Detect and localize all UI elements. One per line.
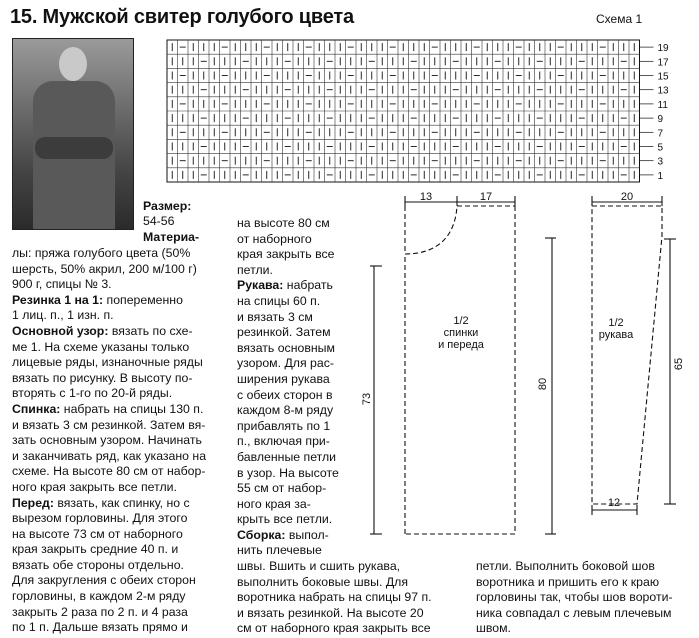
col1-line-text: набрать на спицы 130 п. <box>60 401 204 416</box>
bottom-mid-line-text: швы. Вшить и сшить рукава, <box>237 559 401 573</box>
col2-line-text: п., включая при- <box>237 434 330 449</box>
col2-line <box>237 356 339 372</box>
col2-line-bold: Сборка: <box>237 527 286 542</box>
col1-line-text: вязать по схе- <box>108 323 193 338</box>
col2-line-bold: Рукава: <box>237 278 284 293</box>
chart-grid <box>167 40 640 182</box>
dim-12: 12 <box>607 497 621 509</box>
bottom-mid-line-text: и вязать резинкой. На высоте 20 <box>237 605 424 620</box>
col2-line-text: от наборного <box>237 231 312 246</box>
col1-line-text: вырезом горловины. Для этого <box>12 511 188 526</box>
col1-line-text: вторять с 1-го по 20-й ряды. <box>12 386 173 401</box>
col3-line-text: ника совпадал с левым плечевым <box>476 605 672 620</box>
col2-line-text: резинкой. Затем <box>237 325 331 340</box>
col1-line-text: схеме. На высоте 80 см от набор- <box>12 464 206 479</box>
col3-line-text: швом. <box>476 621 511 636</box>
col1-line-text: горловины, в каждом 2-м ряду <box>12 589 186 604</box>
col1-line <box>12 449 206 465</box>
col2-line <box>237 216 339 232</box>
col2-line <box>237 497 339 513</box>
bottom-mid-line <box>237 590 432 606</box>
col1-line <box>12 511 206 527</box>
scheme-label: Схема 1 <box>596 12 643 26</box>
col2-line <box>237 325 339 341</box>
chart-row-label: 7 <box>657 128 664 140</box>
bottom-mid-line <box>237 575 432 591</box>
col2-line-text: ного края за- <box>237 496 311 511</box>
col2-line-text: на высоте 80 см <box>237 216 330 230</box>
col1-line <box>12 418 206 434</box>
chart-row-label: 19 <box>657 43 669 55</box>
page-title: 15. Мужской свитер голубого цвета <box>10 6 354 28</box>
col2-line-text: петли. <box>237 262 273 277</box>
body-diagram <box>370 196 556 534</box>
dim-65: 65 <box>673 357 685 371</box>
col2-line <box>237 372 339 388</box>
col1-line <box>12 246 206 262</box>
col2-line-text: на спицы 60 п. <box>237 293 321 308</box>
photo-head <box>59 47 87 81</box>
col1-line-text: ме 1. На схеме указаны только <box>12 339 190 354</box>
col1-line <box>12 480 206 496</box>
instructions-col2 <box>237 216 339 559</box>
knitting-chart <box>165 38 669 184</box>
col1-line-text: и вязать 3 см резинкой. Затем вя- <box>12 417 206 432</box>
col1-line-text: на высоте 73 см от наборного <box>12 526 183 541</box>
col3-line <box>476 606 673 622</box>
chart-row-label: 15 <box>657 71 669 83</box>
dim-80: 80 <box>537 377 549 391</box>
bottom-mid-line-text: воротника набрать на спицы 97 п. <box>237 590 432 605</box>
col2-line <box>237 512 339 528</box>
col1-line-text: 1 лиц. п., 1 изн. п. <box>12 308 114 323</box>
col3-line <box>476 575 673 591</box>
col2-line <box>237 434 339 450</box>
instructions-col1 <box>12 246 206 636</box>
col2-line-text: прибавлять по 1 <box>237 418 331 433</box>
photo-arms <box>35 137 113 159</box>
col2-line-text: края закрыть все <box>237 247 335 262</box>
col1-line <box>12 340 206 356</box>
col2-line <box>237 232 339 248</box>
bottom-mid-line <box>237 621 432 637</box>
col2-line <box>237 403 339 419</box>
bottom-mid-line-text: выполнить боковые швы. Для <box>237 574 408 589</box>
body-label-2: спинки <box>443 327 479 339</box>
chart-row-label: 11 <box>657 99 668 111</box>
col1-line-text: вязать по рисунку. В высоту по- <box>12 370 193 385</box>
col1-line-text: лицевые ряды, изнаночные ряды <box>12 355 203 370</box>
col2-line-text: с обеих сторон в <box>237 387 333 402</box>
col2-line <box>237 341 339 357</box>
col2-line-text: набрать <box>283 278 333 293</box>
col2-line <box>237 247 339 263</box>
col1-line <box>12 293 206 309</box>
body-label-3: и переда <box>438 339 484 351</box>
col3-line-text: воротника и пришить его к краю <box>476 574 660 589</box>
col1-line <box>12 527 206 543</box>
dim-17: 17 <box>479 191 493 203</box>
col1-line <box>12 433 206 449</box>
col2-line-text: крыть все петли. <box>237 512 333 527</box>
col1-line <box>12 542 206 558</box>
col2-line <box>237 466 339 482</box>
col1-line <box>12 308 206 324</box>
size-value: 54-56 <box>143 214 175 228</box>
chart-row-label: 9 <box>657 114 664 126</box>
col1-line <box>12 620 206 636</box>
col2-line <box>237 310 339 326</box>
col3-line <box>476 559 673 575</box>
col1-line-text: попеременно <box>103 292 183 307</box>
col2-line-text: вязать основным <box>237 340 335 355</box>
col1-line-bold: Резинка 1 на 1: <box>12 292 104 307</box>
col1-line <box>12 496 206 512</box>
col1-line-text: вязать обе стороны отдельно. <box>12 557 184 572</box>
size-heading: Размер: <box>143 199 192 213</box>
bottom-mid-line-text: см от наборного края закрыть все <box>237 621 431 636</box>
col1-line-text: по 1 п. Дальше вязать прямо и <box>12 620 188 635</box>
model-photo <box>12 38 134 230</box>
pattern-diagrams <box>360 184 695 544</box>
col2-line-text: узором. Для рас- <box>237 356 334 371</box>
col2-line-text: выпол- <box>285 527 329 542</box>
col1-line <box>12 589 206 605</box>
col1-line-text: вязать, как спинку, но с <box>53 495 190 510</box>
col2-line <box>237 263 339 279</box>
bottom-mid-line <box>237 606 432 622</box>
col1-line-text: ного края закрыть все петли. <box>12 479 177 494</box>
col3-line-text: петли. Выполнить боковой шов <box>476 559 655 573</box>
col2-line-text: ширения рукава <box>237 371 330 386</box>
col2-line-text: бавленные петли <box>237 449 337 464</box>
instructions-col3 <box>476 559 673 637</box>
col1-line <box>12 386 206 402</box>
col1-line <box>12 262 206 278</box>
col1-line-bold: Спинка: <box>12 401 61 416</box>
chart-row-labels <box>640 43 670 182</box>
col2-line-text: в узор. На высоте <box>237 465 339 480</box>
instructions-bottom-mid <box>237 559 432 637</box>
col2-line <box>237 481 339 497</box>
col3-line-text: горловины так, чтобы шов вороти- <box>476 590 673 605</box>
col1-line-text: лы: пряжа голубого цвета (50% <box>12 246 191 260</box>
sleeve-label-1: 1/2 <box>608 317 624 329</box>
col1-line <box>12 558 206 574</box>
materials-heading: Материа- <box>143 230 200 244</box>
col1-line-bold: Перед: <box>12 495 54 510</box>
col1-line <box>12 324 206 340</box>
col1-line <box>12 605 206 621</box>
chart-row-label: 17 <box>657 57 669 69</box>
chart-row-label: 13 <box>657 85 669 97</box>
col1-line-bold: Основной узор: <box>12 323 109 338</box>
col1-line-text: закрыть 2 раза по 2 п. и 4 раза <box>12 604 188 619</box>
col2-line-text: нить плечевые <box>237 543 322 558</box>
chart-row-label: 3 <box>657 156 664 168</box>
col2-line <box>237 278 339 294</box>
col3-line <box>476 590 673 606</box>
col1-line-text: и заканчивать ряд, как указано на <box>12 448 207 463</box>
col1-line-text: 900 г, спицы № 3. <box>12 277 112 292</box>
dim-13: 13 <box>419 191 433 203</box>
col1-line-text: края закрыть средние 40 п. и <box>12 542 179 557</box>
col1-line-text: Для закругления с обеих сторон <box>12 573 196 588</box>
col2-line <box>237 450 339 466</box>
sleeve-diagram <box>592 196 676 515</box>
col3-line <box>476 621 673 637</box>
sleeve-label-2: рукава <box>598 329 634 341</box>
col2-line-text: 55 см от набор- <box>237 481 327 496</box>
col1-line-text: зать основным узором. Начинать <box>12 433 202 448</box>
col2-line-text: каждом 8-м ряду <box>237 403 334 418</box>
dim-20: 20 <box>620 191 634 203</box>
col1-line <box>12 355 206 371</box>
col2-line <box>237 294 339 310</box>
col1-line <box>12 464 206 480</box>
col2-line <box>237 419 339 435</box>
col2-line <box>237 543 339 559</box>
col1-line <box>12 573 206 589</box>
col2-line <box>237 388 339 404</box>
col2-line <box>237 528 339 544</box>
chart-row-label: 5 <box>657 142 664 154</box>
body-label-1: 1/2 <box>453 315 469 327</box>
col1-line <box>12 277 206 293</box>
bottom-mid-line <box>237 559 432 575</box>
chart-row-label: 1 <box>657 170 664 182</box>
dim-73: 73 <box>361 392 373 406</box>
col2-line-text: и вязать 3 см <box>237 309 313 324</box>
col1-line <box>12 371 206 387</box>
col1-line <box>12 402 206 418</box>
col1-line-text: шерсть, 50% акрил, 200 м/100 г) <box>12 261 197 276</box>
